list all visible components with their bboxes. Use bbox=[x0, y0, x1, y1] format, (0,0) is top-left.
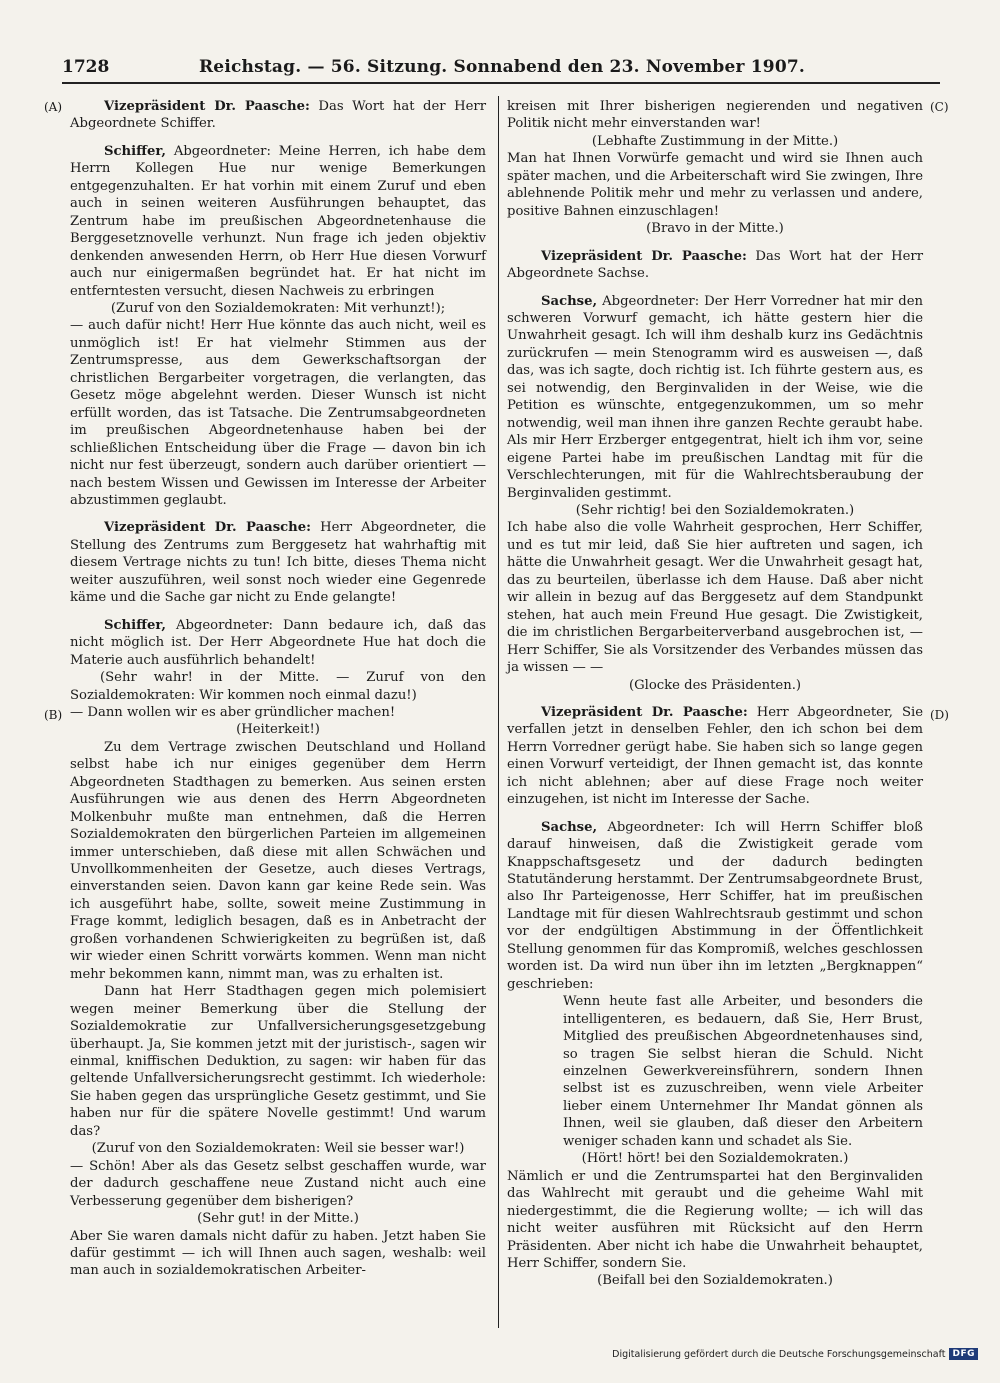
speech-paragraph bbox=[70, 519, 486, 606]
paragraph: Aber Sie waren damals nicht dafür zu haben. Jetzt haben Sie dafür gestimmt — ich will Ihnen auch sagen, weshalb: weil man auch in sozialdemokratischen Arbeiter- bbox=[70, 1228, 486, 1279]
speaker-name: Sachse, bbox=[541, 819, 598, 835]
paragraph: kreisen mit Ihrer bisherigen negierenden und negativen Politik nicht mehr einverstanden war! bbox=[507, 99, 923, 132]
right-column bbox=[507, 98, 923, 1290]
speech-paragraph bbox=[70, 98, 486, 133]
speech-paragraph bbox=[507, 248, 923, 283]
page-header bbox=[62, 52, 942, 82]
speaker-name: Schiffer, bbox=[104, 143, 166, 159]
footer-credit bbox=[612, 1348, 978, 1360]
interjection: (Heiterkeit!) bbox=[236, 722, 320, 738]
interjection: (Hört! hört! bei den Sozialdemokraten.) bbox=[581, 1151, 849, 1167]
paragraph: — auch dafür nicht! Herr Hue könnte das auch nicht, weil es unmöglich ist! Er hat vielmehr Stimmen aus der Zentrumspresse, aus dem Gewerkschaftsorgan der christlichen Bergarbeiter vorgetragen, die verlangten, das Gesetz möge abgelehnt werden. Dieser Wunsch ist nicht erfüllt worden, das ist Tatsache. Die Zentrumsabgeordneten im preußischen Abgeordnetenhause haben bei der schließlichen Entscheidung über die Frage — davon bin ich nicht nur fest überzeugt, sondern auch darüber orientiert — nach bestem Wissen und Gewissen im Interesse der Arbeiter abzustimmen geglaubt. bbox=[70, 318, 486, 508]
margin-label-d: (D) bbox=[930, 708, 949, 722]
speech-text: Das Wort hat der Herr Abgeordnete Sachse. bbox=[507, 248, 924, 282]
margin-label-a: (A) bbox=[44, 100, 63, 114]
margin-label-b: (B) bbox=[44, 708, 63, 722]
paragraph: Nämlich er und die Zentrumspartei hat den Berginvaliden das Wahlrecht mit geraubt und die geheime Wahl mit niedergestimmt, die die Regierung wollte; — ich will das nicht weiter ausführen mit Rücksicht auf den Herrn Präsidenten. Aber nicht ich habe die Unwahrheit behauptet, Herr Schiffer, sondern Sie. bbox=[507, 1168, 923, 1271]
speaker-name: Vizepräsident Dr. Paasche: bbox=[541, 704, 748, 720]
speech-text: Abgeordneter: Ich will Herrn Schiffer bloß darauf hinweisen, daß die Zwistigkeit gerade vom Knappschaftsgesetz und der dadurch bedingten Statutänderung herstammt. Der Zentrumsabgeordnete Brust, also Ihr Parteigenosse, Herr Schiffer, hat im preußischen Landtage mit für diesen Wahlrechtsraub gestimmt und schon vor der endgültigen Abstimmung in der Öffentlichkeit Stellung genommen für das Kompromiß, welches geschlossen worden ist. Da wird nun über ihn im letzten „Bergknappen“ geschrieben: bbox=[507, 819, 923, 992]
speaker-name: Vizepräsident Dr. Paasche: bbox=[104, 520, 312, 536]
block-quote: Wenn heute fast alle Arbeiter, und besonders die intelligenteren, es bedauern, daß Sie, Herr Brust, Mitglied des preußischen Abgeordnetenhauses sind, so tragen Sie selbst hieran die Schuld. Nicht einzelnen Gewerkvereinsführern, sondern Ihnen selbst ist es zuzuschreiben, wenn viele Arbeiter lieber einem Unternehmer Ihr Mandat gönnen als Ihnen, weil sie glauben, daß dieser den Arbeitern weniger schaden kann und schadet als Sie. bbox=[563, 994, 923, 1149]
page-number: 1728 bbox=[62, 57, 110, 77]
speech-paragraph bbox=[70, 617, 486, 669]
interjection: (Bravo in der Mitte.) bbox=[646, 221, 784, 237]
speech-text: Das Wort hat der Herr Abgeordnete Schiffer. bbox=[70, 99, 487, 132]
speech-text: Abgeordneter: Der Herr Vorredner hat mir den schweren Vorwurf gemacht, ich hätte gestern hier die Unwahrheit gesagt. Ich will ihm deshalb kurz ins Gedächtnis zurückrufen — mein Stenogramm wird es ausweisen —, daß das, was ich sagte, doch richtig ist. Ich führte gestern aus, es sei notwendig, den Berginvaliden in der Weise, wie die Petition es wünschte, entgegenzukommen, um so mehr notwendig, weil man ihnen ihre ganzen Rechte geraubt habe. Als mir Herr Erzberger entgegentrat, hielt ich ihm vor, seine eigene Partei habe im preußischen Landtag mit für die Verschlechterungen, mit für die Wahlrechtsberaubung der Berginvaliden gestimmt. bbox=[507, 293, 923, 501]
paragraph: Ich habe also die volle Wahrheit gesprochen, Herr Schiffer, und es tut mir leid, daß Sie hier auftreten und sagen, ich hätte die Unwahrheit gesagt. Wer die Unwahrheit gesagt hat, das zu beurteilen, überlasse ich dem Hause. Daß aber nicht wir allein in bezug auf das Berggesetz auf dem Standpunkt stehen, hat auch mein Freund Hue gesagt. Die Zwistigkeit, die im christlichen Bergarbeiterverband ausgebrochen ist, — Herr Schiffer, Sie als Vorsitzender des Verbandes müssen das ja wissen — — bbox=[507, 520, 923, 676]
speaker-name: Vizepräsident Dr. Paasche: bbox=[104, 99, 310, 114]
interjection: (Zuruf von den Sozialdemokraten: Weil sie besser war!) bbox=[91, 1141, 465, 1157]
interjection: (Lebhafte Zustimmung in der Mitte.) bbox=[591, 133, 839, 149]
speech-paragraph bbox=[507, 819, 923, 994]
speech-paragraph bbox=[507, 704, 923, 809]
interjection: (Sehr gut! in der Mitte.) bbox=[197, 1211, 359, 1227]
paragraph: — Schön! Aber als das Gesetz selbst geschaffen wurde, war der dadurch geschaffene neue Zustand nicht auch eine Verbesserung gegenüber dem bisherigen? bbox=[70, 1158, 486, 1209]
interjection: (Zuruf von den Sozialdemokraten: Mit verhunzt!); bbox=[110, 300, 446, 316]
speech-paragraph bbox=[507, 293, 923, 502]
speech-text: Herr Abgeordneter, die Stellung des Zentrums zum Berggesetz hat wahrhaftig mit diesem Vertrage nichts zu tun! Ich bitte, dieses Thema nicht weiter auszuführen, weil sonst noch wieder eine Gegenrede käme und die Sache gar nicht zu Ende gelangte! bbox=[70, 520, 486, 606]
left-column bbox=[70, 98, 486, 1280]
speaker-name: Vizepräsident Dr. Paasche: bbox=[541, 248, 747, 264]
paragraph: Man hat Ihnen Vorwürfe gemacht und wird sie Ihnen auch später machen, und die Arbeiterschaft wird Sie zwingen, Ihre ablehnende Politik mehr und mehr zu verlassen und andere, positive Bahnen einzuschlagen! bbox=[507, 151, 923, 219]
interjection: (Beifall bei den Sozialdemokraten.) bbox=[597, 1273, 833, 1289]
paragraph: Zu dem Vertrage zwischen Deutschland und Holland selbst habe ich nur einiges gegenüber dem Herrn Abgeordneten Stadthagen zu bemerken. Aus seinen ersten Ausführungen wie aus denen des Herrn Abgeordneten Molkenbuhr mußte man entnehmen, daß die Herren Sozialdemokraten den bürgerlichen Parteien im allgemeinen immer unterschieben, daß diese mit allen Schwächen und Unvollkommenheiten der Gesetze, auch dieses Vertrags, einverstanden seien. Davon kann gar keine Rede sein. Was ich ausgeführt habe, sollte, soweit meine Zustimmung in Frage kommt, lediglich besagen, daß es in Anbetracht der großen vorhandenen Schwierigkeiten zu begrüßen ist, daß wir wieder einen Schritt vorwärts kommen. Wenn man nicht mehr bekommen kann, nimmt man, was zu erhalten ist. bbox=[70, 739, 486, 982]
header-title: Reichstag. — 56. Sitzung. Sonnabend den 23. November 1907. bbox=[198, 57, 806, 77]
footer-text: Digitalisierung gefördert durch die Deutsche Forschungsgemeinschaft bbox=[612, 1348, 946, 1360]
header-rule bbox=[62, 82, 940, 84]
interjection: (Glocke des Präsidenten.) bbox=[628, 677, 802, 693]
margin-label-c: (C) bbox=[930, 100, 949, 114]
interjection: (Sehr richtig! bei den Sozialdemokraten.) bbox=[575, 502, 855, 518]
speaker-name: Sachse, bbox=[541, 293, 598, 309]
interjection: (Sehr wahr! in der Mitte. — Zuruf von den Sozialdemokraten: Wir kommen noch einmal dazu!) bbox=[70, 670, 486, 703]
speech-paragraph bbox=[70, 143, 486, 300]
speech-text: Herr Abgeordneter, Sie verfallen jetzt in denselben Fehler, den ich schon bei dem Herrn Vorredner gerügt habe. Sie haben sich so lange gegen einen Vorwurf verteidigt, der Ihnen gemacht ist, das konnte ich nicht ablehnen; aber auf diese Frage noch weiter einzugehen, ist nicht im Interesse der Sache. bbox=[507, 704, 923, 808]
column-divider bbox=[498, 96, 499, 1328]
speaker-name: Schiffer, bbox=[104, 617, 166, 633]
paragraph: Dann hat Herr Stadthagen gegen mich polemisiert wegen meiner Bemerkung über die Stellung der Sozialdemokratie zur Unfallversicherungsgesetzgebung überhaupt. Ja, Sie kommen jetzt mit der juristisch-, sagen wir einmal, kniffischen Deduktion, zu sagen: wir haben für das geltende Unfallversicherungsrecht gestimmt. Ich wiederhole: Sie haben gegen das ursprüngliche Gesetz gestimmt, und Sie haben nur für die spätere Novelle gestimmt! Und warum das? bbox=[70, 984, 486, 1139]
speech-text: Abgeordneter: Meine Herren, ich habe dem Herrn Kollegen Hue nur wenige Bemerkungen entgegenzuhalten. Er hat vorhin mit einem Zuruf und eben auch in seinen weiteren Ausführungen behauptet, das Zentrum habe im preußischen Abgeordnetenhause die Berggesetznovelle verhunzt. Nun frage ich jeden objektiv denkenden anwesenden Herrn, ob Herr Hue diesen Vorwurf auch nur einigermaßen begründet hat. Er hat nicht im entferntesten versucht, diesen Nachweis zu erbringen bbox=[70, 143, 486, 299]
dfg-logo: DFG bbox=[949, 1348, 978, 1360]
speech-text: Abgeordneter: Dann bedaure ich, daß das nicht möglich ist. Der Herr Abgeordnete Hue hat doch die Materie auch ausführlich behandelt! bbox=[70, 617, 486, 668]
paragraph: — Dann wollen wir es aber gründlicher machen! bbox=[70, 704, 396, 720]
